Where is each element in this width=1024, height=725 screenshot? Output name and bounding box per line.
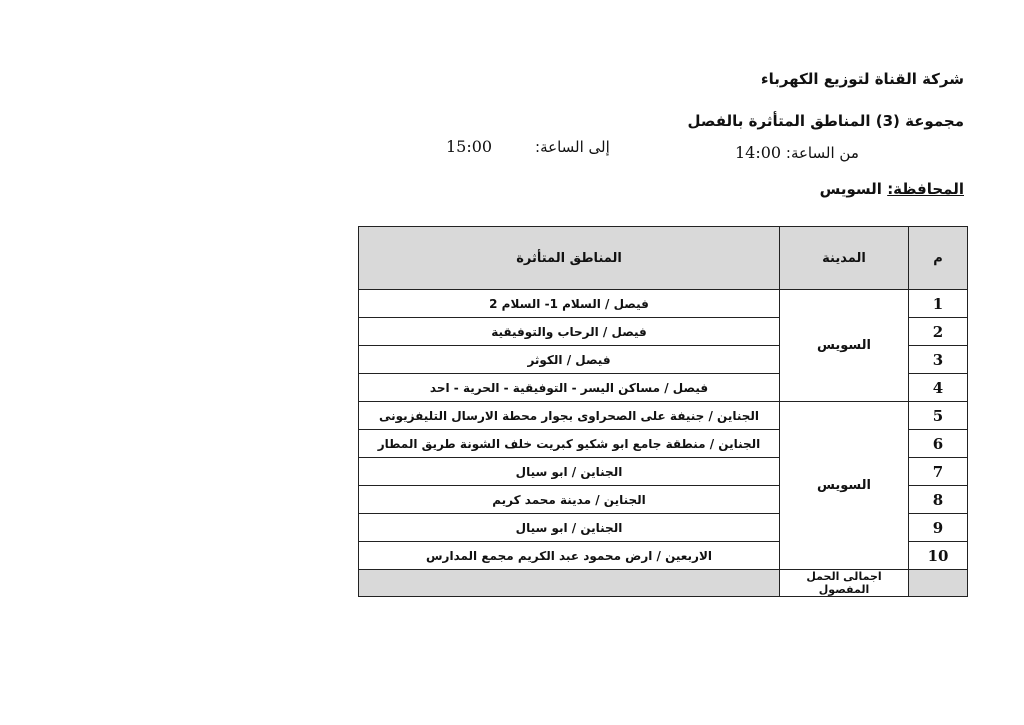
row-number: 1 (909, 290, 968, 318)
city-cell: السويس (780, 290, 909, 402)
from-time: 14:00 (735, 143, 782, 162)
area-cell: فيصل / مساكن اليسر - التوفيقية - الحرية - احد (359, 374, 780, 402)
governorate-label: المحافظة: (887, 180, 964, 198)
from-time-line (735, 143, 859, 162)
area-cell: فيصل / الكوثر (359, 346, 780, 374)
to-time: 15:00 (446, 137, 493, 156)
row-number: 4 (909, 374, 968, 402)
table-row (359, 290, 968, 318)
total-value-cell (359, 570, 780, 597)
area-cell: الجناين / جنيفة على الصحراوى بجوار محطة الارسال التليفزيونى (359, 402, 780, 430)
total-blank-cell (909, 570, 968, 597)
area-cell: الجناين / ابو سيال (359, 458, 780, 486)
row-number: 5 (909, 402, 968, 430)
row-number: 10 (909, 542, 968, 570)
table-header-row (359, 227, 968, 290)
total-label: اجمالى الحمل المفصول (780, 570, 909, 597)
area-cell: الاربعين / ارض محمود عبد الكريم مجمع المدارس (359, 542, 780, 570)
total-row (359, 570, 968, 597)
city-cell: السويس (780, 402, 909, 570)
row-number: 2 (909, 318, 968, 346)
company-name: شركة القناة لتوزيع الكهرباء (760, 70, 964, 88)
area-cell: فيصل / الرحاب والتوفيقية (359, 318, 780, 346)
area-cell: الجناين / منطقة جامع ابو شكيو كبريت خلف الشونة طريق المطار (359, 430, 780, 458)
col-m-header: م (909, 227, 968, 290)
governorate-value: السويس (819, 180, 882, 198)
row-number: 7 (909, 458, 968, 486)
area-cell: الجناين / مدينة محمد كريم (359, 486, 780, 514)
group-title: مجموعة (3) المناطق المتأثرة بالفصل (687, 112, 964, 130)
to-time-line (446, 137, 610, 156)
governorate-line (820, 180, 964, 198)
area-cell: الجناين / ابو سيال (359, 514, 780, 542)
row-number: 8 (909, 486, 968, 514)
table-row (359, 402, 968, 430)
to-label: إلى الساعة: (535, 138, 610, 156)
from-label: من الساعة: (785, 144, 859, 162)
col-areas-header: المناطق المتأثرة (359, 227, 780, 290)
affected-areas-table (358, 226, 968, 597)
area-cell: فيصل / السلام 1- السلام 2 (359, 290, 780, 318)
row-number: 6 (909, 430, 968, 458)
row-number: 9 (909, 514, 968, 542)
row-number: 3 (909, 346, 968, 374)
col-city-header: المدينة (780, 227, 909, 290)
